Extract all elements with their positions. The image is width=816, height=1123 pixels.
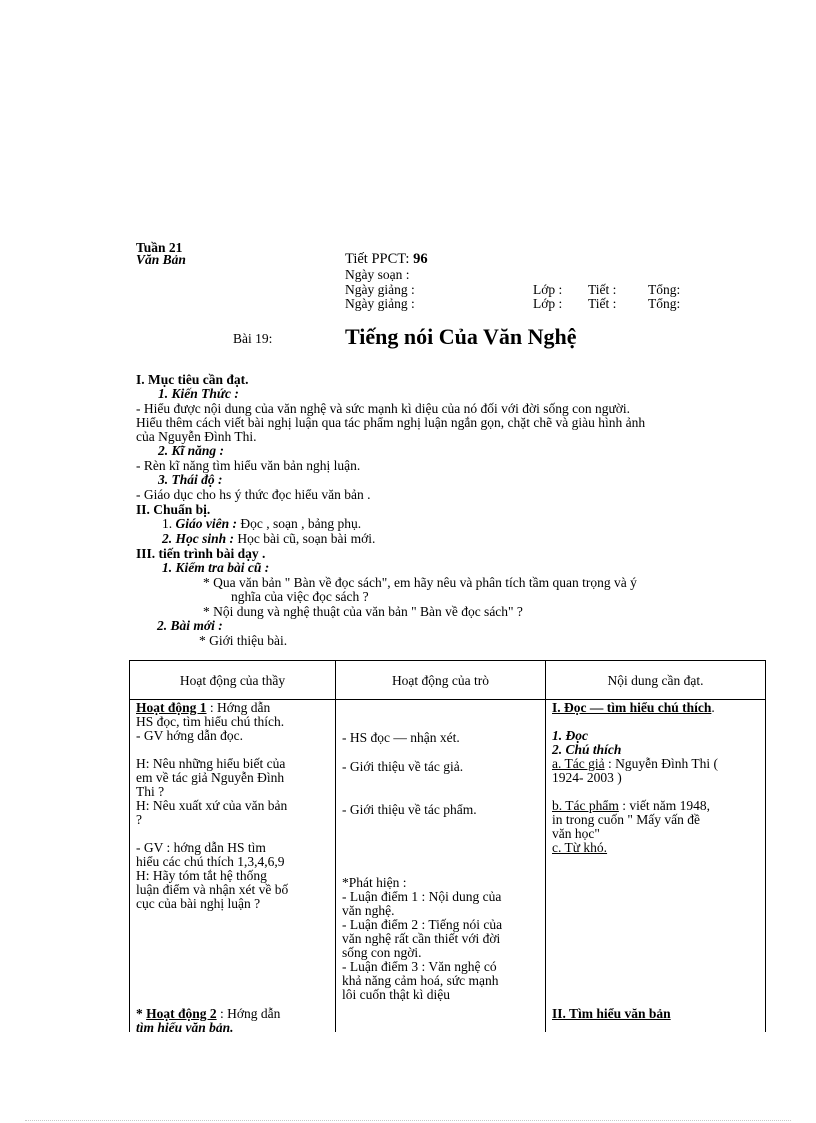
q-origin-2: ?	[136, 812, 142, 827]
content-section-2: II. Tìm hiểu văn bản	[552, 1006, 671, 1021]
skills-heading: 2. Kĩ năng :	[158, 443, 225, 458]
gv-notes-2: hiểu các chú thích 1,3,4,6,9	[136, 854, 285, 869]
column-divider	[545, 661, 546, 1032]
knowledge-line-2: Hiểu thêm cách viết bài nghị luận qua tác phẩm nghị luận ngắn gọn, chặt chẽ và giàu hình ảnh	[136, 415, 646, 430]
content-column	[552, 701, 762, 855]
content-section-2-block	[552, 1007, 762, 1021]
point-1-line-1: - Luận điểm 1 : Nội dung của	[342, 889, 502, 904]
hd1-label: Hoạt động 1	[136, 700, 207, 715]
point-2-line-2: văn nghệ rất cần thiết với đời	[342, 931, 501, 946]
q-author-1: H: Nêu những hiểu biết của	[136, 756, 286, 771]
section-3-title: III. tiến trình bài dạy .	[136, 546, 266, 561]
content-author-text-1: : Nguyễn Đình Thi (	[604, 756, 718, 771]
point-3-line-2: khả năng cảm hoá, sức mạnh	[342, 973, 499, 988]
prep-teacher-text: Đọc , soạn , bảng phụ.	[237, 516, 362, 531]
content-read: 1. Đọc	[552, 728, 588, 743]
content-work-line	[552, 799, 762, 813]
prep-teacher-label: Giáo viên :	[175, 516, 237, 531]
point-2-line-1: - Luận điểm 2 : Tiếng nói của	[342, 917, 503, 932]
q-author-2: em về tác giả Nguyễn Đình	[136, 770, 285, 785]
prep-student-label: 2. Học sinh :	[162, 531, 235, 546]
week-label: Tuần 21	[136, 240, 183, 255]
teach-total-1: Tổng:	[648, 282, 681, 297]
period-label: Tiết PPCT:	[345, 251, 410, 267]
q-origin-1: H: Nêu xuất xứ của văn bản	[136, 798, 288, 813]
attitude-line: - Giáo dục cho hs ý thức đọc hiểu văn bản .	[136, 487, 371, 502]
hd2-star: *	[136, 1006, 147, 1021]
prep-date: Ngày soạn :	[345, 267, 410, 282]
section-2-title: II. Chuẩn bị.	[136, 502, 211, 517]
content-author-line	[552, 757, 762, 771]
page-footer-divider	[25, 1120, 791, 1121]
q-summary-3: cục của bài nghị luận ?	[136, 896, 261, 911]
skills-line: - Rèn kĩ năng tìm hiểu văn bản nghị luận.	[136, 458, 361, 473]
subject-label: Văn Bản	[136, 252, 186, 267]
student-work: - Giới thiệu về tác phẩm.	[342, 802, 477, 817]
content-glossary: c. Từ khó.	[552, 840, 608, 855]
question-1-line-2: nghĩa của việc đọc sách ?	[231, 589, 369, 604]
teach-date-1: Ngày giảng :	[345, 282, 415, 297]
content-work-text-2: in trong cuốn " Mấy vấn đề	[552, 812, 700, 827]
content-work-label: b. Tác phẩm	[552, 798, 619, 813]
header-student: Hoạt động của trò	[391, 673, 490, 688]
hd2-rest-2: tìm hiểu văn bản.	[136, 1020, 234, 1035]
gv-notes-1: - GV : hớng dẫn HS tìm	[136, 840, 266, 855]
prep-student-text: Học bài cũ, soạn bài mới.	[234, 531, 376, 546]
q-summary-2: luận điểm và nhận xét về bố	[136, 882, 289, 897]
old-lesson-heading: 1. Kiểm tra bài cũ :	[162, 560, 270, 575]
content-section-1: I. Đọc — tìm hiểu chú thích	[552, 700, 712, 715]
point-2-line-3: sống con ngời.	[342, 945, 422, 960]
content-section-1-dot: .	[711, 700, 715, 715]
question-1-line-1: * Qua văn bản " Bàn về đọc sách", em hãy nêu và phân tích tầm quan trọng và ý	[203, 575, 637, 590]
knowledge-line-1: - Hiểu được nội dung của văn nghệ và sức mạnh kì diệu của nó đối với đời sống con người.	[136, 401, 631, 416]
content-section-1-line	[552, 701, 762, 715]
teach-period-2: Tiết :	[588, 296, 617, 311]
prep-teacher-num: 1.	[162, 516, 173, 531]
point-3-line-1: - Luận điểm 3 : Văn nghệ có	[342, 959, 497, 974]
intro-line: * Giới thiệu bài.	[199, 633, 288, 648]
lesson-title: Tiếng nói Của Văn Nghệ	[345, 324, 577, 349]
teach-class-1: Lớp :	[533, 282, 563, 297]
teacher-column	[136, 701, 334, 911]
hd2-label: Hoạt động 2	[146, 1006, 217, 1021]
teach-period-1: Tiết :	[588, 282, 617, 297]
section-1-title: I. Mục tiêu cần đạt.	[136, 372, 249, 387]
teach-class-2: Lớp :	[533, 296, 563, 311]
hd1-rest-1: : Hớng dẫn	[206, 700, 271, 715]
content-work-text-1: : viết năm 1948,	[618, 798, 710, 813]
question-2: * Nội dung và nghệ thuật của văn bản " Bàn về đọc sách" ?	[203, 604, 523, 619]
header-teacher: Hoạt động của thầy	[179, 673, 286, 688]
q-summary-1: H: Hãy tóm tắt hệ thống	[136, 868, 267, 883]
content-notes: 2. Chú thích	[552, 742, 622, 757]
hd2-rest-1: : Hớng dẫn	[216, 1006, 281, 1021]
student-author: - Giới thiệu về tác giả.	[342, 759, 464, 774]
student-discover-block	[342, 876, 542, 1002]
period-value: 96	[413, 251, 428, 267]
teach-date-2: Ngày giảng :	[345, 296, 415, 311]
student-discover: *Phát hiện :	[342, 875, 407, 890]
q-author-3: Thi ?	[136, 784, 165, 799]
prep-teacher-line	[162, 517, 361, 531]
hd1-line	[136, 701, 334, 715]
attitude-heading: 3. Thái độ :	[158, 472, 223, 487]
hd2-line	[136, 1007, 334, 1021]
lesson-table	[129, 660, 766, 1035]
point-1-line-2: văn nghệ.	[342, 903, 395, 918]
hd1-rest-2: HS đọc, tìm hiểu chú thích.	[136, 714, 285, 729]
teach-total-2: Tổng:	[648, 296, 681, 311]
content-work-text-3: văn học"	[552, 826, 600, 841]
student-read: - HS đọc — nhận xét.	[342, 730, 460, 745]
hd2-block	[136, 1007, 334, 1035]
gv-guide: - GV hớng dẫn đọc.	[136, 728, 243, 743]
point-3-line-3: lôi cuốn thật kì diệu	[342, 987, 450, 1002]
content-author-text-2: 1924- 2003 )	[552, 770, 622, 785]
lesson-number: Bài 19:	[233, 331, 273, 346]
content-author-label: a. Tác giả	[552, 756, 605, 771]
column-divider	[335, 661, 336, 1032]
period-line	[345, 252, 428, 266]
prep-student-line	[162, 532, 375, 546]
knowledge-heading: 1. Kiến Thức :	[158, 386, 239, 401]
header-content: Nội dung cần đạt.	[607, 673, 704, 688]
new-lesson-heading: 2. Bài mới :	[157, 618, 223, 633]
knowledge-line-3: của Nguyễn Đình Thi.	[136, 429, 257, 444]
